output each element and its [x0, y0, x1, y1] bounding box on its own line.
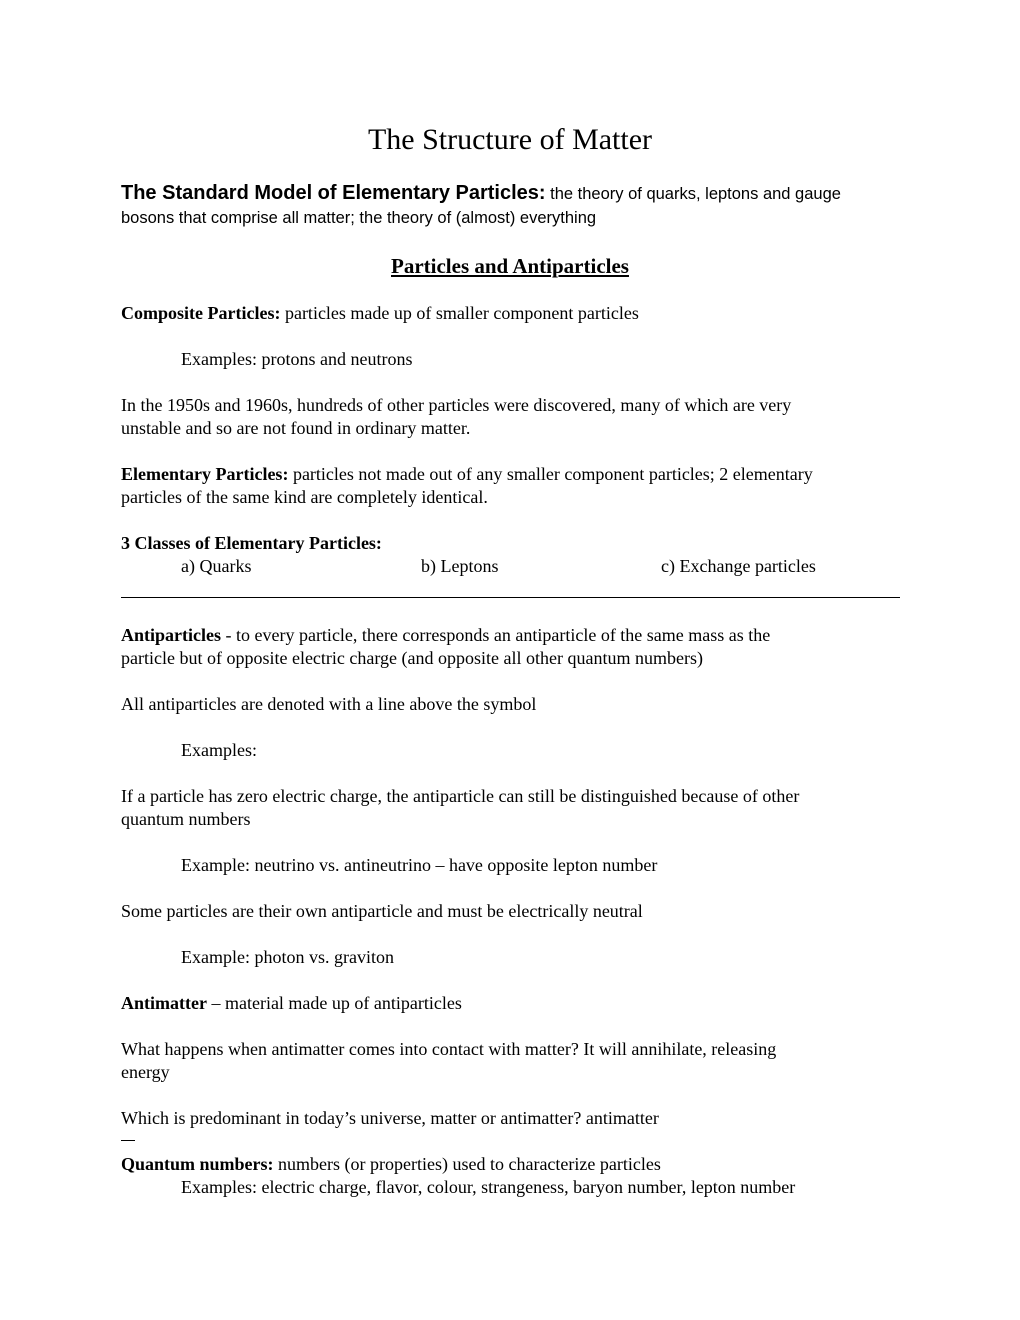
composite-def: particles made up of smaller component particles	[280, 303, 639, 323]
predominant-question: Which is predominant in today’s universe, matter or antimatter? antimatter	[121, 1108, 659, 1128]
contact-line1: What happens when antimatter comes into contact with matter? It will annihilate, releasing	[121, 1039, 777, 1059]
class-exchange: c) Exchange particles	[661, 556, 816, 576]
quantum-def: numbers (or properties) used to characterize particles	[273, 1154, 661, 1174]
antiparticles-def-line2: particle but of opposite electric charge (and opposite all other quantum numbers)	[121, 648, 703, 668]
standard-model-def-line2: bosons that comprise all matter; the theory of (almost) everything	[121, 209, 597, 227]
class-quarks: a) Quarks	[181, 556, 252, 576]
composite-definition	[121, 302, 639, 325]
antiparticles-definition	[121, 624, 770, 647]
quantum-examples: Examples: electric charge, flavor, colour, strangeness, baryon number, lepton number	[181, 1177, 796, 1197]
antimatter-term: Antimatter	[121, 993, 207, 1013]
page-title: The Structure of Matter	[367, 123, 653, 156]
contact-line2: energy	[121, 1062, 170, 1082]
photon-example: Example: photon vs. graviton	[181, 947, 394, 967]
zero-charge-line2: quantum numbers	[121, 809, 251, 829]
horizontal-divider	[121, 597, 900, 598]
zero-charge-line1: If a particle has zero electric charge, the antiparticle can still be distinguished because of other	[121, 786, 800, 806]
antiparticles-term: Antiparticles	[121, 625, 221, 645]
own-antiparticle-text: Some particles are their own antiparticle and must be electrically neutral	[121, 901, 643, 921]
elementary-def-line1: particles not made out of any smaller component particles; 2 elementary	[288, 464, 813, 484]
section-heading: Particles and Antiparticles	[391, 254, 629, 278]
classes-heading: 3 Classes of Elementary Particles:	[121, 533, 382, 553]
quantum-definition	[121, 1153, 661, 1176]
composite-term: Composite Particles:	[121, 303, 281, 323]
elementary-term: Elementary Particles:	[121, 464, 289, 484]
standard-model-def-line1: the theory of quarks, leptons and gauge	[545, 185, 841, 203]
notation-examples: Examples:	[181, 740, 257, 760]
history-line2: unstable and so are not found in ordinary matter.	[121, 418, 471, 438]
antimatter-definition	[121, 992, 462, 1015]
elementary-definition	[121, 463, 813, 486]
antimatter-def: – material made up of antiparticles	[206, 993, 462, 1013]
quantum-term: Quantum numbers:	[121, 1154, 274, 1174]
composite-example: Examples: protons and neutrons	[181, 349, 413, 369]
standard-model-term: The Standard Model of Elementary Particles:	[121, 182, 546, 204]
history-line1: In the 1950s and 1960s, hundreds of other particles were discovered, many of which are very	[121, 395, 792, 415]
short-rule	[121, 1140, 135, 1141]
notation-text: All antiparticles are denoted with a line above the symbol	[121, 694, 537, 714]
neutrino-example: Example: neutrino vs. antineutrino – have opposite lepton number	[181, 855, 658, 875]
class-leptons: b) Leptons	[421, 556, 499, 576]
antiparticles-def-line1: - to every particle, there corresponds an antiparticle of the same mass as the	[220, 625, 771, 645]
standard-model-definition	[121, 182, 841, 206]
elementary-def-line2: particles of the same kind are completely identical.	[121, 487, 488, 507]
